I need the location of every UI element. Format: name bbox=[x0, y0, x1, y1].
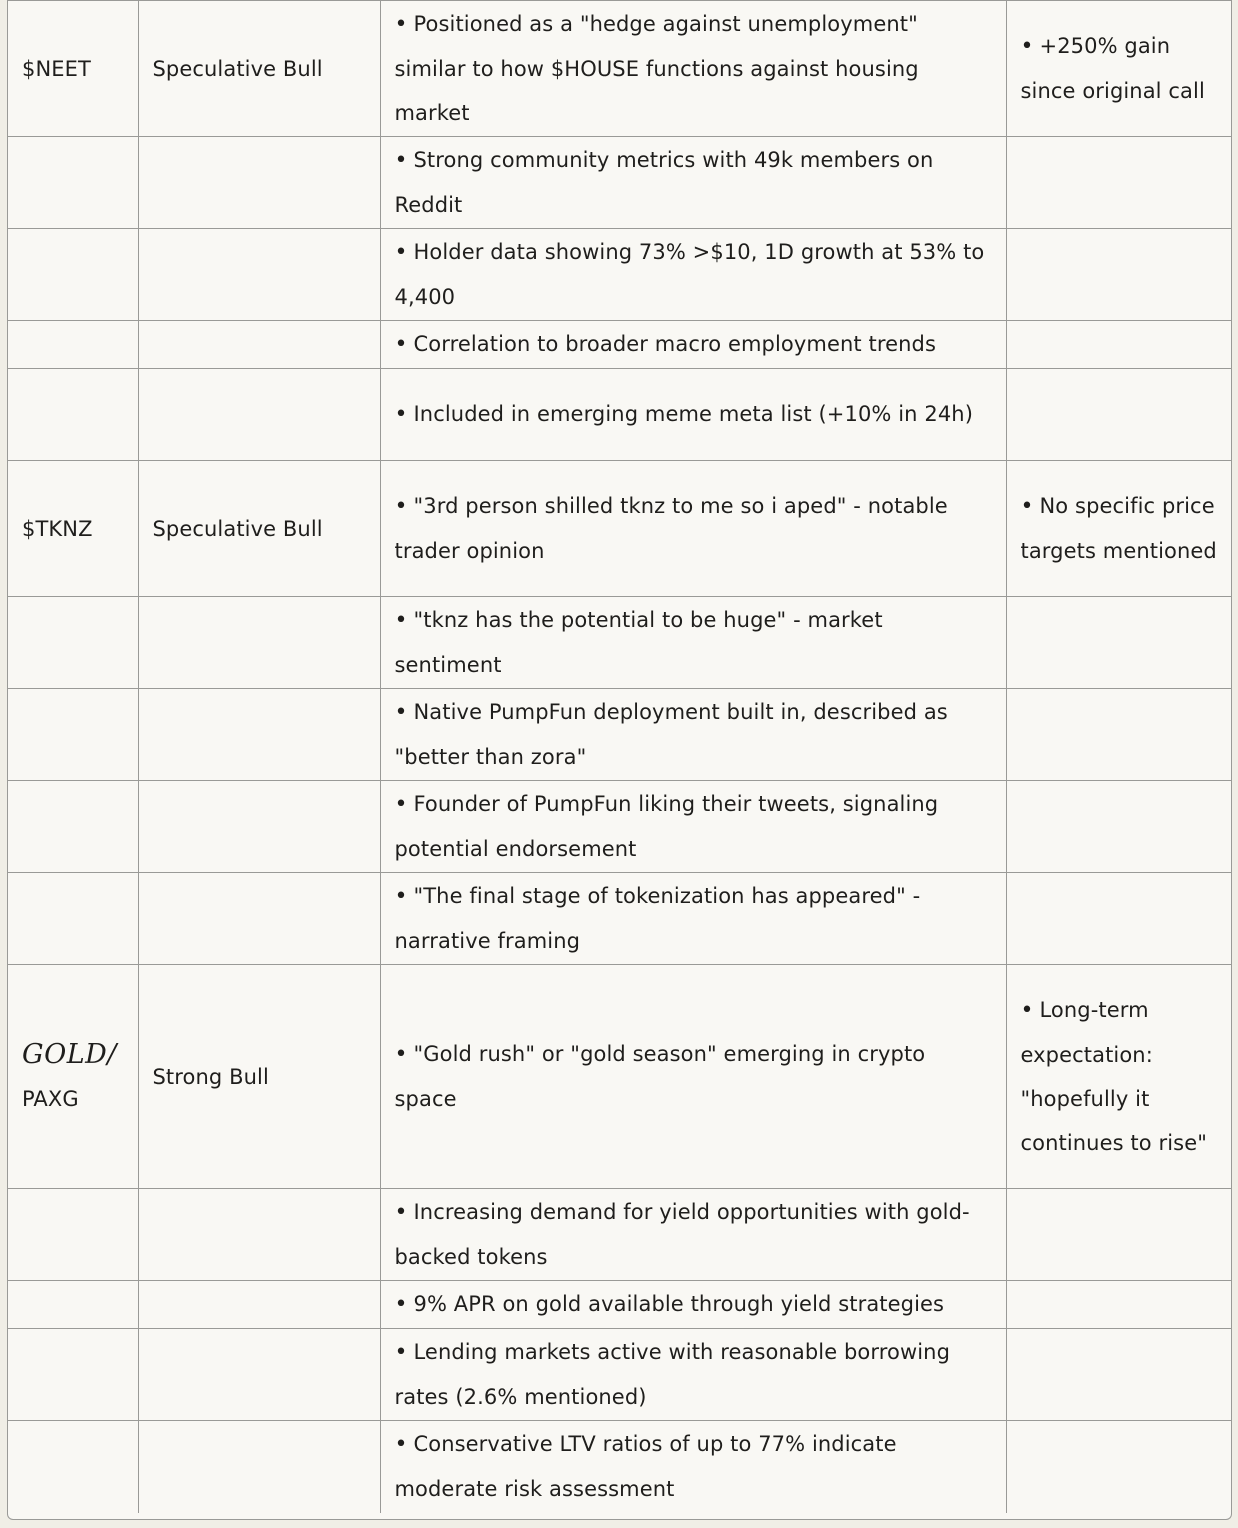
rating-cell bbox=[138, 137, 380, 229]
table-row bbox=[8, 781, 1231, 873]
point-cell bbox=[380, 1281, 1006, 1329]
point-text: "The final stage of tokenization has appeared" - narrative framing bbox=[394, 884, 921, 953]
point-cell bbox=[380, 137, 1006, 229]
target-cell bbox=[1006, 461, 1231, 597]
table-row bbox=[8, 1421, 1231, 1513]
table-row bbox=[8, 229, 1231, 321]
target-cell bbox=[1006, 597, 1231, 689]
bullet-icon: • bbox=[394, 1042, 408, 1067]
table-row bbox=[8, 873, 1231, 965]
rating-cell bbox=[138, 689, 380, 781]
ticker-cell bbox=[8, 229, 138, 321]
point-cell bbox=[380, 781, 1006, 873]
table-row bbox=[8, 597, 1231, 689]
ticker-text: $TKNZ bbox=[22, 516, 93, 541]
point-text: Holder data showing 73% >$10, 1D growth at 53% to 4,400 bbox=[394, 240, 985, 309]
rating-cell bbox=[138, 1281, 380, 1329]
bullet-icon: • bbox=[394, 1432, 408, 1458]
target-cell bbox=[1006, 369, 1231, 461]
rating-cell bbox=[138, 229, 380, 321]
point-text: Correlation to broader macro employment trends bbox=[413, 332, 936, 356]
ticker-cell bbox=[8, 1329, 138, 1421]
target-cell bbox=[1006, 781, 1231, 873]
ticker-cell bbox=[8, 1421, 138, 1513]
ticker-cell bbox=[8, 461, 138, 597]
table-row bbox=[8, 369, 1231, 461]
point-cell bbox=[380, 597, 1006, 689]
bullet-icon: • bbox=[394, 332, 408, 357]
point-text: Strong community metrics with 49k members on Reddit bbox=[394, 148, 934, 217]
token-table bbox=[7, 0, 1232, 1520]
point-text: Positioned as a "hedge against unemployment" similar to how $HOUSE functions against housing market bbox=[394, 12, 919, 125]
target-cell bbox=[1006, 1281, 1231, 1329]
target-text: No specific price targets mentioned bbox=[1020, 494, 1217, 563]
ticker-cell bbox=[8, 1, 138, 137]
bullet-icon: • bbox=[394, 1200, 408, 1225]
table-row bbox=[8, 1, 1231, 137]
rating-cell bbox=[138, 461, 380, 597]
point-cell bbox=[380, 1, 1006, 137]
target-cell bbox=[1006, 229, 1231, 321]
target-cell bbox=[1006, 965, 1231, 1189]
target-text: +250% gain since original call bbox=[1020, 34, 1205, 103]
ticker-cell bbox=[8, 873, 138, 965]
point-text: "3rd person shilled tknz to me so i aped" - notable trader opinion bbox=[394, 494, 948, 563]
rating-cell bbox=[138, 597, 380, 689]
ticker-cell bbox=[8, 597, 138, 689]
rating-cell bbox=[138, 1189, 380, 1281]
ticker-cell bbox=[8, 369, 138, 461]
rating-cell bbox=[138, 321, 380, 369]
point-text: Native PumpFun deployment built in, described as "better than zora" bbox=[394, 700, 948, 769]
point-cell bbox=[380, 369, 1006, 461]
point-cell bbox=[380, 1189, 1006, 1281]
target-cell bbox=[1006, 1189, 1231, 1281]
point-cell bbox=[380, 873, 1006, 965]
rating-cell bbox=[138, 369, 380, 461]
target-cell bbox=[1006, 1421, 1231, 1513]
rating-text: Speculative Bull bbox=[152, 56, 323, 81]
point-text: "Gold rush" or "gold season" emerging in crypto space bbox=[394, 1042, 926, 1111]
table-row bbox=[8, 137, 1231, 229]
point-text: Lending markets active with reasonable borrowing rates (2.6% mentioned) bbox=[394, 1340, 951, 1409]
ticker-cell bbox=[8, 137, 138, 229]
table-row bbox=[8, 1189, 1231, 1281]
ticker-text: PAXG bbox=[22, 1086, 79, 1111]
bullet-icon: • bbox=[1020, 34, 1034, 59]
rating-text: Speculative Bull bbox=[152, 516, 323, 541]
table-row bbox=[8, 965, 1231, 1189]
target-cell bbox=[1006, 689, 1231, 781]
rating-cell bbox=[138, 965, 380, 1189]
bullet-icon: • bbox=[394, 700, 408, 725]
point-text: Founder of PumpFun liking their tweets, signaling potential endorsement bbox=[394, 792, 939, 861]
point-text: Increasing demand for yield opportunities with gold-backed tokens bbox=[394, 1200, 970, 1269]
bullet-icon: • bbox=[1020, 998, 1034, 1023]
ticker-cell bbox=[8, 1281, 138, 1329]
rating-cell bbox=[138, 781, 380, 873]
target-cell bbox=[1006, 873, 1231, 965]
point-text: Conservative LTV ratios of up to 77% indicate moderate risk assessment bbox=[394, 1432, 897, 1502]
ticker-cell bbox=[8, 321, 138, 369]
table bbox=[8, 0, 1231, 1513]
point-text: "tknz has the potential to be huge" - market sentiment bbox=[394, 608, 883, 677]
target-cell bbox=[1006, 137, 1231, 229]
target-cell bbox=[1006, 1, 1231, 137]
table-row bbox=[8, 1329, 1231, 1421]
ticker-cell bbox=[8, 689, 138, 781]
rating-cell bbox=[138, 873, 380, 965]
ticker-italic-text: GOLD/ bbox=[22, 1038, 117, 1070]
point-cell bbox=[380, 1329, 1006, 1421]
ticker-text: $NEET bbox=[22, 56, 91, 81]
bullet-icon: • bbox=[394, 240, 408, 265]
point-cell bbox=[380, 965, 1006, 1189]
point-text: Included in emerging meme meta list (+10% in 24h) bbox=[413, 402, 973, 426]
rating-cell bbox=[138, 1, 380, 137]
rating-cell bbox=[138, 1421, 380, 1513]
point-cell bbox=[380, 1421, 1006, 1513]
target-text: Long-term expectation: "hopefully it continues to rise" bbox=[1020, 998, 1207, 1155]
bullet-icon: • bbox=[394, 608, 408, 633]
point-cell bbox=[380, 321, 1006, 369]
bullet-icon: • bbox=[394, 402, 408, 427]
point-cell bbox=[380, 689, 1006, 781]
bullet-icon: • bbox=[394, 792, 408, 817]
target-cell bbox=[1006, 321, 1231, 369]
table-row bbox=[8, 461, 1231, 597]
ticker-cell bbox=[8, 1189, 138, 1281]
point-text: 9% APR on gold available through yield strategies bbox=[413, 1292, 945, 1316]
point-cell bbox=[380, 229, 1006, 321]
table-row bbox=[8, 689, 1231, 781]
point-cell bbox=[380, 461, 1006, 597]
bullet-icon: • bbox=[394, 12, 408, 37]
bullet-icon: • bbox=[394, 1292, 408, 1317]
bullet-icon: • bbox=[394, 494, 408, 519]
target-cell bbox=[1006, 1329, 1231, 1421]
ticker-cell bbox=[8, 965, 138, 1189]
bullet-icon: • bbox=[394, 148, 408, 173]
bullet-icon: • bbox=[1020, 494, 1034, 519]
bullet-icon: • bbox=[394, 884, 408, 909]
rating-text: Strong Bull bbox=[152, 1064, 269, 1089]
ticker-cell bbox=[8, 781, 138, 873]
rating-cell bbox=[138, 1329, 380, 1421]
bullet-icon: • bbox=[394, 1340, 408, 1365]
table-row bbox=[8, 1281, 1231, 1329]
table-row bbox=[8, 321, 1231, 369]
